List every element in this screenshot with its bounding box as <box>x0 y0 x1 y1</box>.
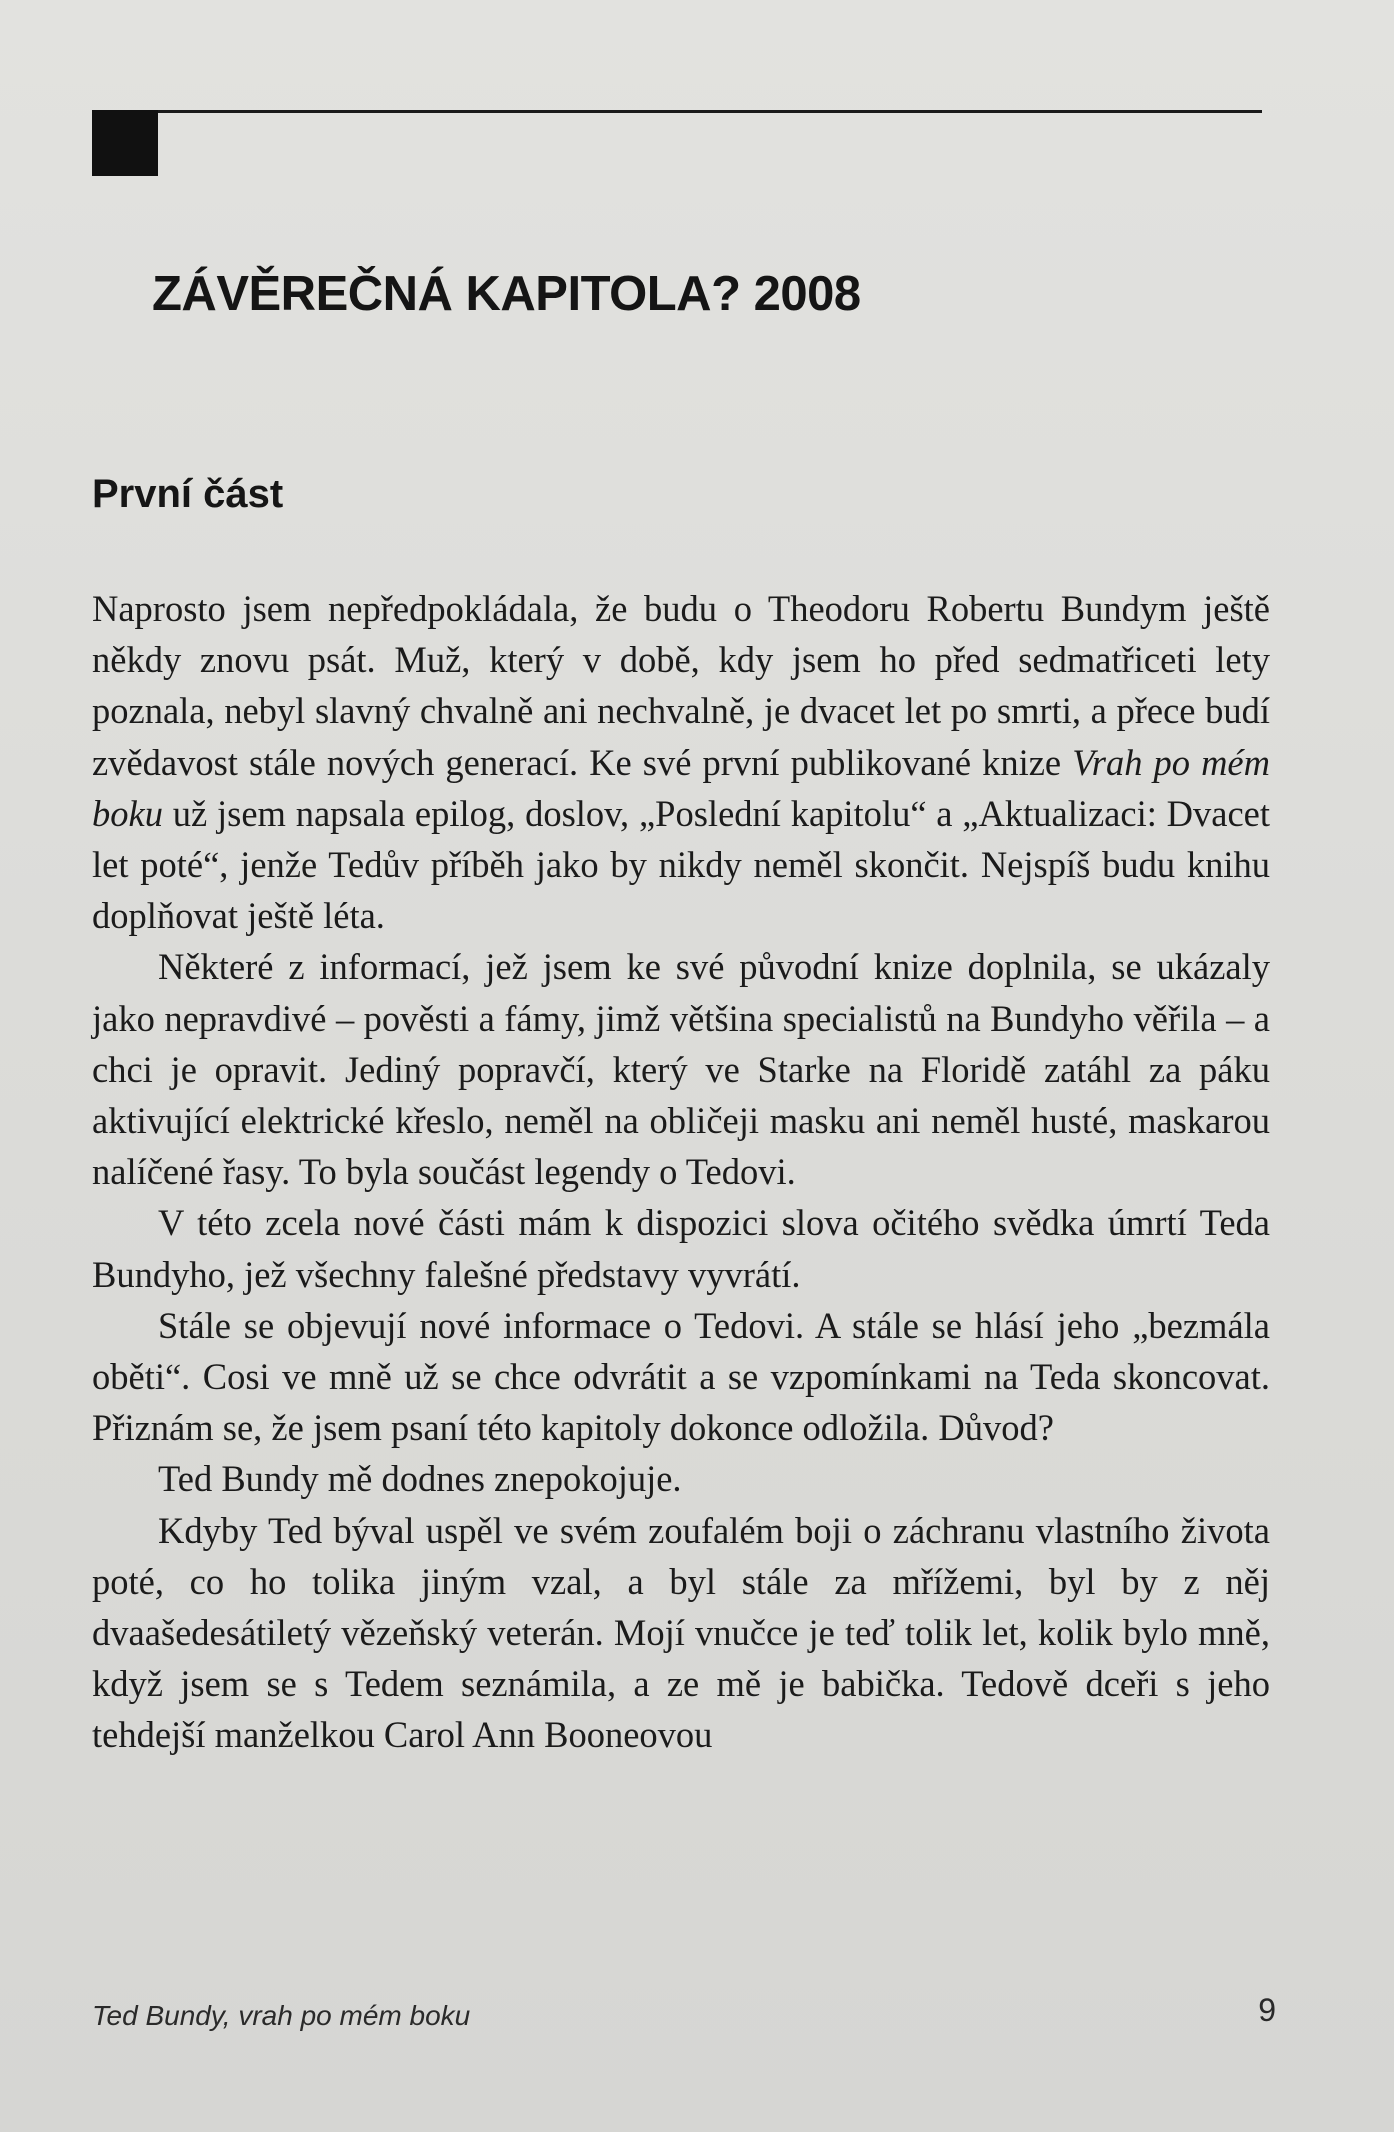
paragraph-1-text-before: Naprosto jsem nepředpokládala, že budu o Theodoru Robertu Bundym ještě někdy znovu psát. Muž, který v době, kdy jsem ho před sedmatřiceti lety poznala, nebyl slavný chvalně ani nechvalně, je dvacet let po smrti, a přece budí zvědavost stále nových generací. Ke své první publikované knize <box>92 588 1270 783</box>
running-footer-title: Ted Bundy, vrah po mém boku <box>92 2000 471 2031</box>
paragraph-1-text-after: už jsem napsala epilog, doslov, „Poslední kapitolu“ a „Aktualizaci: Dvacet let poté“, jenže Tedův příběh jako by nikdy neměl skončit. Nejspíš budu knihu doplňovat ještě léta. <box>92 792 1270 937</box>
book-title-italic: Vrah po mém boku <box>92 741 1270 834</box>
section-heading: První část <box>92 472 284 516</box>
chapter-title: ZÁVĚREČNÁ KAPITOLA? 2008 <box>152 267 861 321</box>
page-number: 9 <box>1258 1992 1276 2028</box>
paragraph-1 <box>92 583 1270 941</box>
top-rule <box>92 110 1262 113</box>
paragraph-4: Stále se objevují nové informace o Tedovi. A stále se hlásí jeho „bezmála oběti“. Cosi ve mně už se chce odvrátit a se vzpomínkami na Teda skoncovat. Přiznám se, že jsem psaní této kapitoly dokonce odložila. Důvod? <box>92 1304 1270 1449</box>
paragraph-2: Některé z informací, jež jsem ke své původní knize doplnila, se ukázaly jako nepravdivé – pověsti a fámy, jimž většina specialistů na Bundyho věřila – a chci je opravit. Jediný popravčí, který ve Starke na Floridě zatáhl za páku aktivující elektrické křeslo, neměl na obličeji masku ani neměl husté, maskarou nalíčené řasy. To byla součást legendy o Tedovi. <box>92 946 1270 1193</box>
body-text <box>92 583 1270 1761</box>
paragraph-3: V této zcela nové části mám k dispozici slova očitého svědka úmrtí Teda Bundyho, jež všechny falešné představy vyvrátí. <box>92 1202 1270 1295</box>
paragraph-6: Kdyby Ted býval uspěl ve svém zoufalém boji o záchranu vlastního života poté, co ho tolika jiným vzal, a byl stále za mřížemi, byl by z něj dvaašedesátiletý vězeňský veterán. Mojí vnučce je teď tolik let, kolik bylo mně, když jsem se s Tedem seznámila, a ze mě je babička. Tedově dceři s jeho tehdejší manželkou Carol Ann Booneovou <box>92 1509 1270 1756</box>
paragraph-5: Ted Bundy mě dodnes znepokojuje. <box>158 1458 682 1500</box>
chapter-marker-square <box>92 110 158 176</box>
